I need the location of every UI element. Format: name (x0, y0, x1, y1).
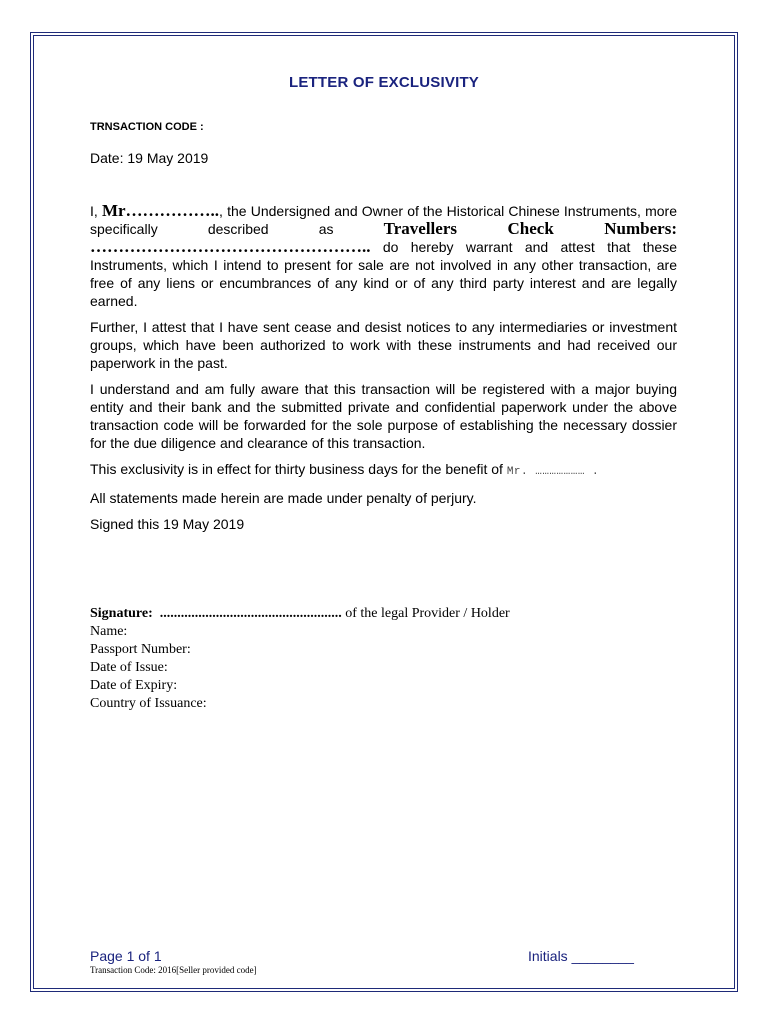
country-of-issuance-field: Country of Issuance: (90, 696, 207, 711)
paragraph-signed-date: Signed this 19 May 2019 (90, 516, 245, 532)
signature-dots: .................................................... (159, 606, 342, 621)
page-number: Page 1 of 1 (90, 948, 162, 964)
travellers-check-label: Travellers Check Numbers: (383, 219, 677, 238)
transaction-code-label: TRNSACTION CODE : (90, 121, 204, 133)
signature-label: Signature: (90, 606, 153, 621)
check-numbers-dots: ………………………………………….. (90, 237, 371, 256)
passport-number-field: Passport Number: (90, 642, 191, 657)
date-of-issue-field: Date of Issue: (90, 660, 168, 675)
para1-text1: , the Undersigned and Owner of the Historical Chinese Instruments, more specifically described as (90, 203, 678, 237)
beneficiary-placeholder: Mr. ………………… . (506, 466, 600, 478)
document-title: LETTER OF EXCLUSIVITY (288, 74, 480, 91)
signature-line (90, 605, 510, 623)
name-field: Name: (90, 624, 128, 639)
paragraph-cease-desist: Further, I attest that I have sent cease and desist notices to any intermediaries or investment groups, which have been authorized to work with these instruments and had received our paperwork in the past. (90, 319, 677, 371)
paragraph-declaration (90, 202, 677, 310)
paragraph-exclusivity (90, 460, 677, 481)
date-line: Date: 19 May 2019 (90, 150, 209, 166)
mr-placeholder: Mr…………….. (101, 201, 220, 220)
initials-field: Initials ________ (528, 948, 634, 964)
paragraph-registration: I understand and am fully aware that this transaction will be registered with a major buying entity and their bank and the submitted private and confidential paperwork under the above transaction code will be forwarded for the sole purpose of establishing the necessary dossier for the due diligence and clearance of this transaction. (90, 381, 677, 451)
date-of-expiry-field: Date of Expiry: (90, 678, 178, 693)
para1-text2: do hereby warrant and attest that these Instruments, which I intend to present for sale are not involved in any other transaction, are free of any liens or encumbrances of any kind or of any third party interest and are legally earned. (90, 239, 677, 309)
signature-block (90, 605, 510, 713)
para4-text: This exclusivity is in effect for thirty business days for the benefit of (90, 461, 507, 477)
footer-transaction-code: Transaction Code: 2016[Seller provided code] (90, 965, 257, 975)
letter-body (90, 202, 677, 541)
signature-suffix: of the legal Provider / Holder (341, 606, 510, 621)
para1-lead: I, (90, 203, 102, 219)
paragraph-perjury: All statements made herein are made under penalty of perjury. (90, 490, 477, 506)
